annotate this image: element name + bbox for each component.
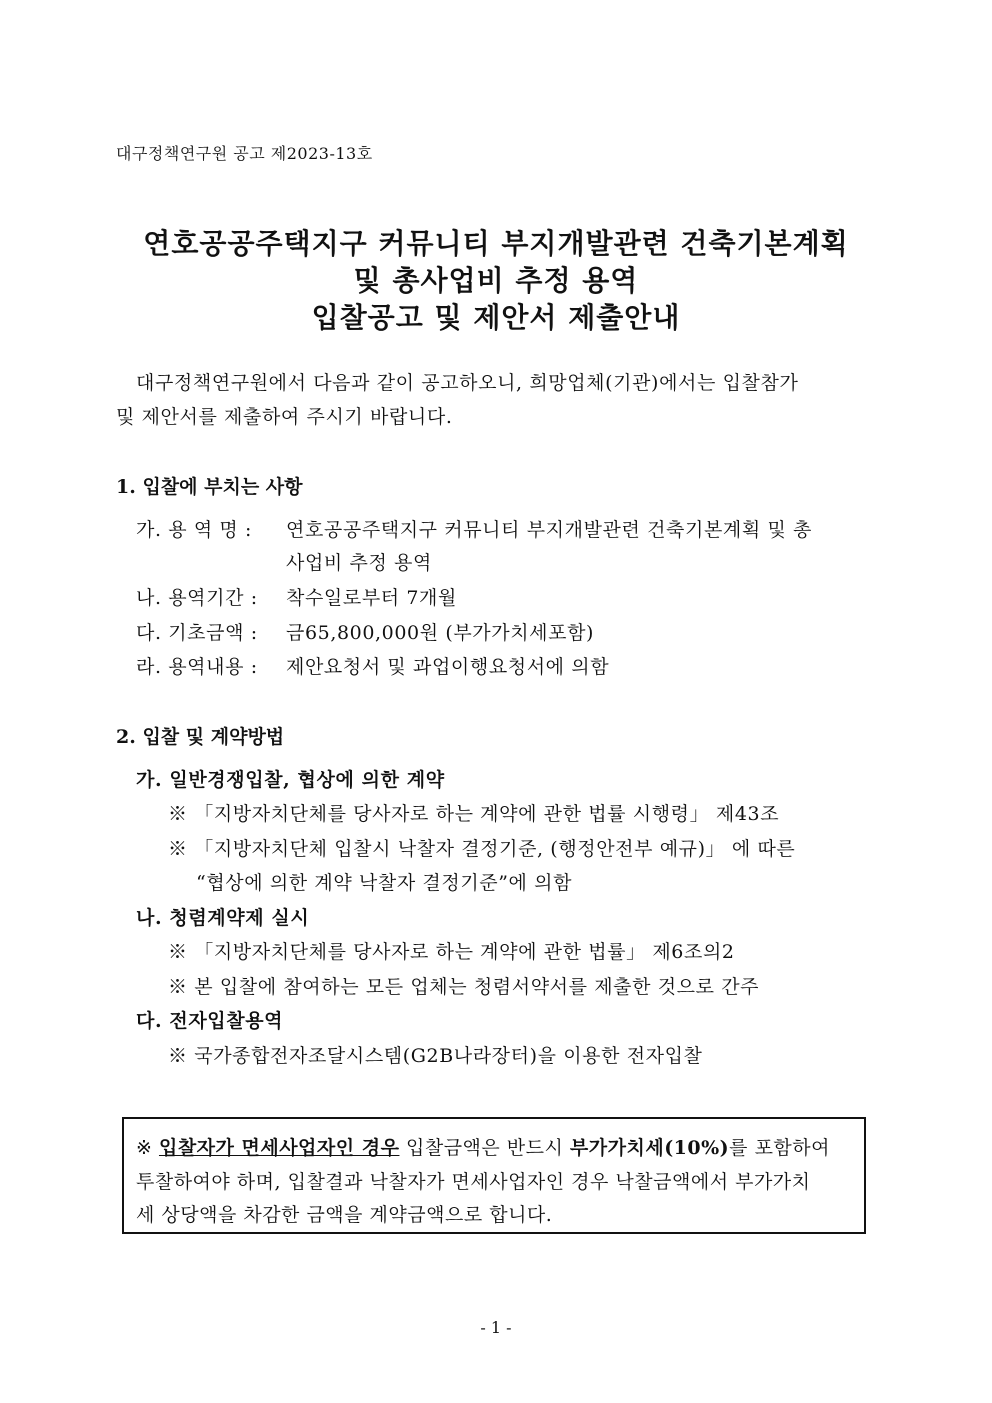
notice-box-line-3: 세 상당액을 차감한 금액을 계약금액으로 합니다. [136,1204,553,1226]
section2-c-title: 다. 전자입찰용역 [136,1010,284,1032]
item-value: 착수일로부터 7개월 [286,587,457,609]
item-label: 나. 용역기간 : [136,587,258,609]
item-value: 연호공공주택지구 커뮤니티 부지개발관련 건축기본계획 및 총 [286,519,813,541]
notice-box [122,1117,866,1234]
section1-heading: 1. 입찰에 부치는 사항 [116,476,303,498]
notice-text-2: 를 포함하여 [729,1137,830,1159]
item-service-name-cont: 사업비 추정 용역 [286,552,432,574]
item-base-amount [136,618,594,645]
intro-line-1: 대구정책연구원에서 다음과 같이 공고하오니, 희망업체(기관)에서는 입찰참가 [136,372,799,394]
item-service-name [136,515,812,542]
item-value: 금65,800,000원 (부가가치세포함) [286,622,595,644]
intro-line-2: 및 제안서를 제출하여 주시기 바랍니다. [116,406,453,428]
notice-bold-text: 부가가치세(10%) [569,1137,730,1159]
title-line-3: 입찰공고 및 제안서 제출안내 [311,301,681,334]
section2-c-note-1: ※ 국가종합전자조달시스템(G2B나라장터)을 이용한 전자입찰 [168,1045,703,1067]
section2-a-note-1: ※ 「지방자치단체를 당사자로 하는 계약에 관한 법률 시행령」 제43조 [168,803,780,825]
section2-b-title: 나. 청렴계약제 실시 [136,907,310,929]
item-label: 가. 용 역 명 : [136,519,253,541]
item-label: 다. 기초금액 : [136,622,258,644]
item-label: 라. 용역내용 : [136,656,258,678]
notice-mark: ※ [136,1137,153,1159]
page-number: - 1 - [480,1318,512,1337]
section2-b-note-1: ※ 「지방자치단체를 당사자로 하는 계약에 관한 법률」 제6조의2 [168,941,735,963]
section2-a-note-2: ※ 「지방자치단체 입찰시 낙찰자 결정기준, (행정안전부 예규)」 에 따른 [168,838,796,860]
notice-number: 대구정책연구원 공고 제2023-13호 [116,144,373,163]
item-value: 제안요청서 및 과업이행요청서에 의함 [286,656,610,678]
notice-box-line-1 [136,1133,830,1160]
notice-text-1: 입찰금액은 반드시 [406,1137,564,1159]
section2-a-title: 가. 일반경쟁입찰, 협상에 의한 계약 [136,769,445,791]
section2-heading: 2. 입찰 및 계약방법 [116,726,285,748]
section2-a-note-2-cont: “협상에 의한 계약 낙찰자 결정기준”에 의함 [196,872,573,894]
notice-box-line-2: 투찰하여야 하며, 입찰결과 낙찰자가 면세사업자인 경우 낙찰금액에서 부가가치 [136,1171,811,1193]
item-service-content [136,652,609,679]
section2-b-note-2: ※ 본 입찰에 참여하는 모든 업체는 청렴서약서를 제출한 것으로 간주 [168,976,760,998]
item-service-period [136,583,457,610]
title-line-1: 연호공공주택지구 커뮤니티 부지개발관련 건축기본계획 [143,227,849,260]
notice-underlined-text: 입찰자가 면세사업자인 경우 [158,1137,400,1159]
title-line-2: 및 총사업비 추정 용역 [353,264,639,297]
